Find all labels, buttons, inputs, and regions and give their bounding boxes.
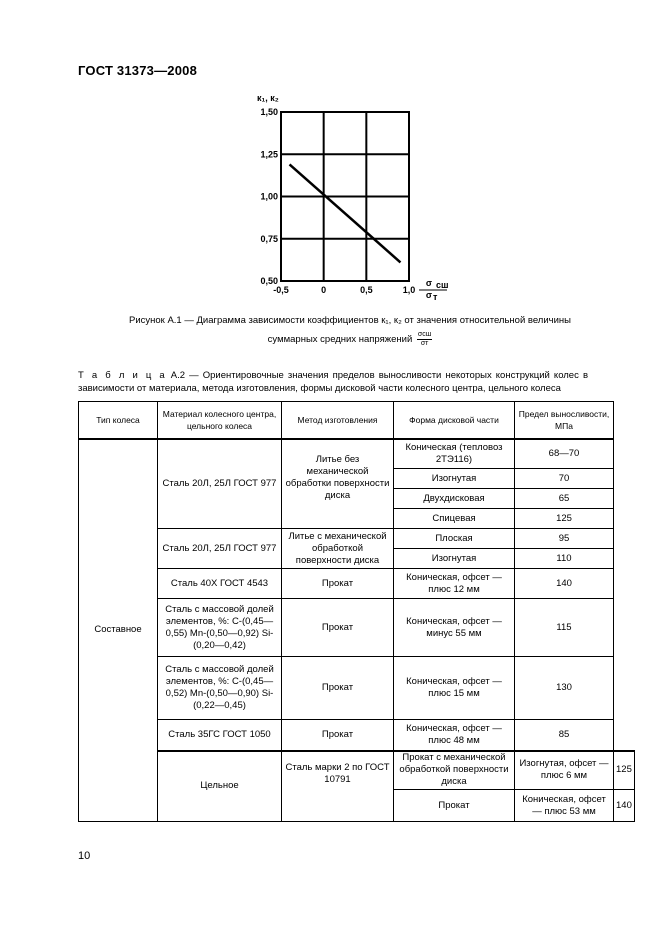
x-tick-label: 1,0 — [402, 285, 416, 295]
figure-caption-text: суммарных средних напряжений — [267, 334, 413, 346]
limit-cell: 125 — [515, 509, 614, 529]
material-cell: Сталь с массовой долей элементов, %: C-(0,45—0,55) Mn-(0,50—0,92) Si-(0,20—0,42) — [158, 599, 282, 657]
chart-grid — [281, 112, 409, 281]
table-title — [78, 369, 588, 395]
shape-cell: Изогнутая — [394, 469, 515, 489]
x-tick-label: 0,5 — [360, 285, 373, 295]
caption-fraction — [417, 331, 432, 348]
limit-cell: 70 — [515, 469, 614, 489]
shape-cell: Двухдисковая — [394, 489, 515, 509]
x-axis-label-numerator-sub: сш — [436, 280, 449, 290]
method-cell: Прокат — [394, 790, 515, 822]
y-tick-label: 0,50 — [260, 276, 278, 286]
table-title-text: А.2 — Ориентировочные значения пределов выносливости некоторых конструкций колес в зависимости от материала, метода изготовления, формы дисковой части колесного центра, цельного колеса — [78, 370, 588, 394]
limit-cell: 95 — [515, 529, 614, 549]
limit-cell: 85 — [515, 720, 614, 751]
header-wheel-type: Тип колеса — [79, 402, 158, 439]
method-cell: Прокат — [282, 720, 394, 751]
figure-caption-line2 — [60, 331, 640, 348]
caption-fraction-denominator: σт — [420, 340, 429, 347]
table-row — [79, 599, 635, 657]
endurance-limit-table — [78, 401, 635, 822]
header-material: Материал колесного центра, цельного колеса — [158, 402, 282, 439]
table-row — [79, 569, 635, 599]
limit-cell: 65 — [515, 489, 614, 509]
x-tick-label: -0,5 — [273, 285, 289, 295]
x-axis-label-denominator-sub: т — [433, 292, 438, 302]
limit-cell: 115 — [515, 599, 614, 657]
limit-cell: 68—70 — [515, 439, 614, 469]
material-cell: Сталь 20Л, 25Л ГОСТ 977 — [158, 439, 282, 529]
wheel-type-cell: Составное — [79, 439, 158, 822]
y-tick-label: 1,25 — [260, 149, 278, 160]
header-disc-shape: Форма дисковой части — [394, 402, 515, 439]
table-row — [79, 720, 635, 751]
table-header-row — [79, 402, 635, 439]
x-axis-label-denominator: σ — [425, 290, 433, 300]
table-row — [79, 657, 635, 720]
shape-cell: Плоская — [394, 529, 515, 549]
series-line — [290, 164, 401, 262]
x-axis-label-numerator: σ — [425, 278, 433, 288]
coefficient-chart — [0, 0, 661, 330]
limit-cell: 140 — [614, 790, 635, 822]
method-cell: Литье с механической обработкой поверхности диска — [282, 529, 394, 569]
y-axis-label: к₁, к₂ — [257, 93, 279, 103]
shape-cell: Коническая, офсет — плюс 53 мм — [515, 790, 614, 822]
method-cell: Прокат — [282, 599, 394, 657]
method-cell: Литье без механической обработки поверхности диска — [282, 439, 394, 529]
shape-cell: Коническая, офсет — минус 55 мм — [394, 599, 515, 657]
table-row — [79, 439, 635, 469]
limit-cell: 125 — [614, 751, 635, 790]
document-header: ГОСТ 31373—2008 — [78, 63, 197, 78]
header-endurance-limit: Предел выносливости, МПа — [515, 402, 614, 439]
figure-caption-line1: Рисунок А.1 — Диаграмма зависимости коэффициентов к₁, к₂ от значения относительной величины — [128, 315, 571, 326]
table-row — [79, 751, 635, 790]
material-cell: Сталь марки 2 по ГОСТ 10791 — [282, 751, 394, 822]
limit-cell: 130 — [515, 657, 614, 720]
shape-cell: Коническая (тепловоз 2ТЭ116) — [394, 439, 515, 469]
shape-cell: Спицевая — [394, 509, 515, 529]
shape-cell: Коническая, офсет — плюс 48 мм — [394, 720, 515, 751]
shape-cell: Коническая, офсет — плюс 15 мм — [394, 657, 515, 720]
y-tick-label: 1,00 — [260, 191, 278, 202]
material-cell: Сталь 20Л, 25Л ГОСТ 977 — [158, 529, 282, 569]
shape-cell: Изогнутая — [394, 549, 515, 569]
page-number: 10 — [78, 850, 91, 862]
chart-series — [290, 164, 401, 262]
material-cell: Сталь с массовой долей элементов, %: C-(0,45—0,52) Mn-(0,50—0,90) Si-(0,22—0,45) — [158, 657, 282, 720]
wheel-type-cell: Цельное — [158, 751, 282, 822]
method-cell: Прокат — [282, 657, 394, 720]
table-row — [79, 529, 635, 549]
limit-cell: 110 — [515, 549, 614, 569]
shape-cell: Изогнутая, офсет — плюс 6 мм — [515, 751, 614, 790]
method-cell: Прокат с механической обработкой поверхности диска — [394, 751, 515, 790]
material-cell: Сталь 35ГС ГОСТ 1050 — [158, 720, 282, 751]
caption-fraction-numerator: σсш — [417, 331, 432, 338]
header-method: Метод изготовления — [282, 402, 394, 439]
y-tick-label: 0,75 — [260, 233, 278, 244]
material-cell: Сталь 40Х ГОСТ 4543 — [158, 569, 282, 599]
limit-cell: 140 — [515, 569, 614, 599]
shape-cell: Коническая, офсет — плюс 12 мм — [394, 569, 515, 599]
y-tick-label: 1,50 — [260, 107, 278, 117]
method-cell: Прокат — [282, 569, 394, 599]
x-tick-label: 0 — [321, 285, 327, 295]
table-title-prefix: Т а б л и ц а — [78, 370, 167, 381]
